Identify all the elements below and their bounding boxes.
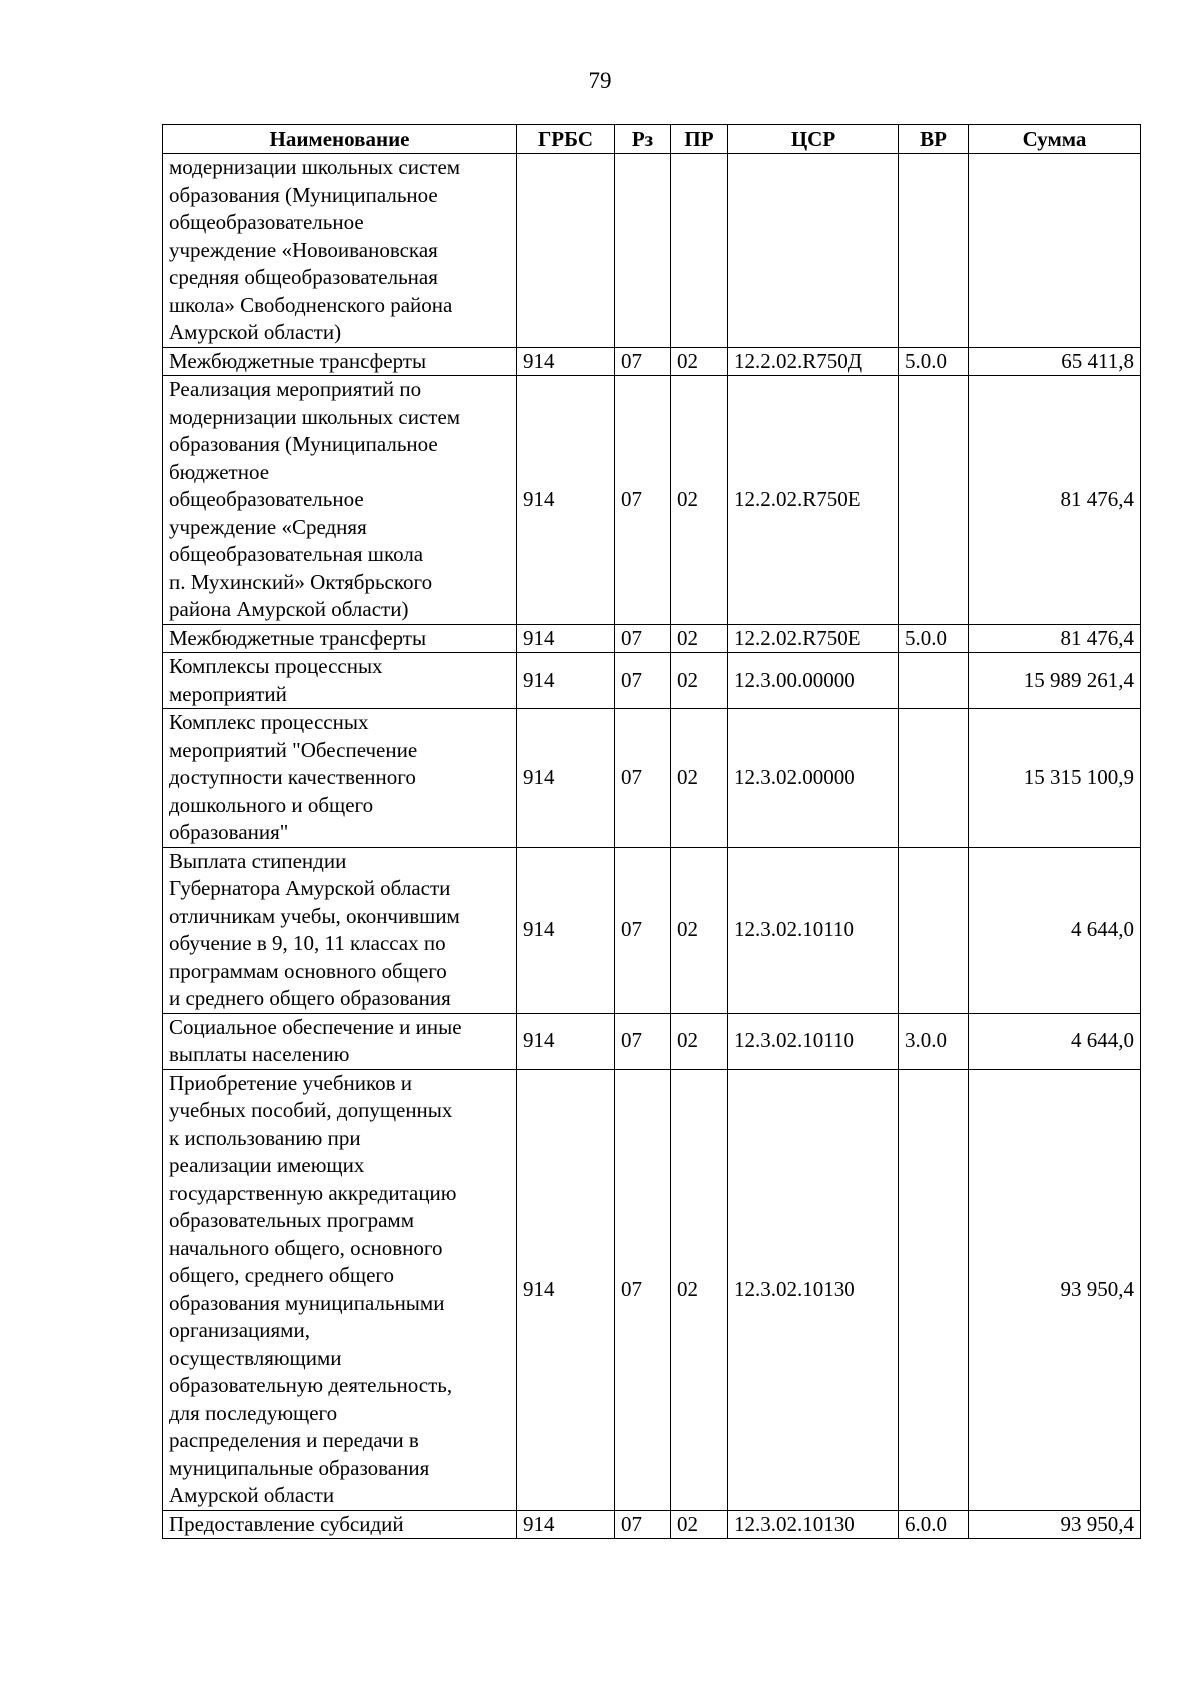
cell-pr: 02 [671,1069,728,1510]
cell-sum: 93 950,4 [969,1069,1141,1510]
cell-grbs: 914 [517,1510,615,1539]
row-name-text: Реализация мероприятий по модернизации школьных систем образования (Муниципальное бюджетное общеобразовательное учреждение «Средняя общеобразовательная школа п. Мухинский» Октябрьского района Амурской области) [169,377,461,621]
table-row [163,1013,1141,1069]
header-rz: Рз [615,125,671,154]
table-body [163,154,1141,1539]
cell-pr: 02 [671,1510,728,1539]
cell-grbs: 914 [517,347,615,376]
cell-csr: 12.2.02.R750Е [728,376,899,625]
cell-sum: 93 950,4 [969,1510,1141,1539]
cell-rz [615,154,671,348]
table-row [163,347,1141,376]
cell-sum: 15 989 261,4 [969,653,1141,709]
row-name-text: Межбюджетные трансферты [169,348,427,373]
cell-rz: 07 [615,847,671,1013]
cell-name [163,154,517,348]
cell-vr [899,1069,969,1510]
row-name-text: Комплекс процессных мероприятий "Обеспечение доступности качественного дошкольного и общего образования" [169,710,418,844]
table-header-row [163,125,1141,154]
table-row [163,847,1141,1013]
cell-rz: 07 [615,376,671,625]
cell-csr: 12.3.02.10130 [728,1069,899,1510]
row-name-text: Выплата стипендии Губернатора Амурской области отличникам учебы, окончившим обучение в 9, 10, 11 классах по программам основного общего и среднего общего образования [169,848,460,1010]
cell-rz: 07 [615,1013,671,1069]
page-number: 79 [588,68,612,93]
cell-csr: 12.2.02.R750Е [728,624,899,653]
row-name-text: Межбюджетные трансферты [169,625,427,650]
table-row [163,1510,1141,1539]
cell-rz: 07 [615,653,671,709]
cell-sum [969,154,1141,348]
cell-pr: 02 [671,709,728,848]
table-row [163,154,1141,348]
cell-pr: 02 [671,624,728,653]
cell-grbs: 914 [517,709,615,848]
cell-grbs: 914 [517,653,615,709]
cell-rz: 07 [615,624,671,653]
row-name-text: Социальное обеспечение и иные выплаты населению [169,1014,462,1066]
cell-grbs: 914 [517,624,615,653]
cell-vr [899,709,969,848]
cell-csr: 12.3.02.10110 [728,847,899,1013]
cell-name [163,347,517,376]
cell-pr: 02 [671,653,728,709]
cell-name [163,376,517,625]
cell-vr: 3.0.0 [899,1013,969,1069]
cell-rz: 07 [615,1069,671,1510]
cell-rz: 07 [615,1510,671,1539]
table-row [163,1069,1141,1510]
table-row [163,709,1141,848]
cell-csr: 12.2.02.R750Д [728,347,899,376]
cell-sum: 65 411,8 [969,347,1141,376]
cell-vr [899,376,969,625]
cell-name [163,1069,517,1510]
cell-name [163,1013,517,1069]
cell-sum: 4 644,0 [969,1013,1141,1069]
header-csr: ЦСР [728,125,899,154]
cell-csr: 12.3.02.00000 [728,709,899,848]
cell-name [163,624,517,653]
cell-vr: 6.0.0 [899,1510,969,1539]
budget-table [162,124,1141,1539]
header-pr: ПР [671,125,728,154]
row-name-text: Комплексы процессных мероприятий [169,654,383,706]
cell-vr: 5.0.0 [899,624,969,653]
cell-grbs: 914 [517,376,615,625]
cell-sum: 15 315 100,9 [969,709,1141,848]
cell-name [163,1510,517,1539]
header-sum: Сумма [969,125,1141,154]
cell-vr [899,154,969,348]
cell-name [163,653,517,709]
cell-rz: 07 [615,347,671,376]
cell-sum: 4 644,0 [969,847,1141,1013]
cell-pr: 02 [671,1013,728,1069]
cell-grbs: 914 [517,1069,615,1510]
cell-name [163,847,517,1013]
cell-grbs [517,154,615,348]
header-name: Наименование [163,125,517,154]
table-row [163,624,1141,653]
cell-grbs: 914 [517,847,615,1013]
table-row [163,376,1141,625]
cell-pr [671,154,728,348]
cell-vr: 5.0.0 [899,347,969,376]
cell-csr [728,154,899,348]
header-vr: ВР [899,125,969,154]
cell-pr: 02 [671,376,728,625]
cell-csr: 12.3.02.10130 [728,1510,899,1539]
row-name-text: Предоставление субсидий [169,1511,404,1536]
cell-vr [899,653,969,709]
row-name-text: Приобретение учебников и учебных пособий, допущенных к использованию при реализации имеющих государственную аккредитацию образовательных программ начального общего, основного общего, среднего общего образования муниципальными организациями, осуществляющими образовательную деятельность, для последующего распределения и передачи в муниципальные образования Амурской области [169,1070,457,1507]
header-grbs: ГРБС [517,125,615,154]
row-name-text: модернизации школьных систем образования (Муниципальное общеобразовательное учреждение «Новоивановская средняя общеобразовательная школа» Свободненского района Амурской области) [169,155,461,344]
cell-sum: 81 476,4 [969,624,1141,653]
cell-pr: 02 [671,847,728,1013]
cell-pr: 02 [671,347,728,376]
cell-csr: 12.3.02.10110 [728,1013,899,1069]
cell-vr [899,847,969,1013]
cell-sum: 81 476,4 [969,376,1141,625]
cell-grbs: 914 [517,1013,615,1069]
cell-csr: 12.3.00.00000 [728,653,899,709]
cell-name [163,709,517,848]
cell-rz: 07 [615,709,671,848]
table-row [163,653,1141,709]
